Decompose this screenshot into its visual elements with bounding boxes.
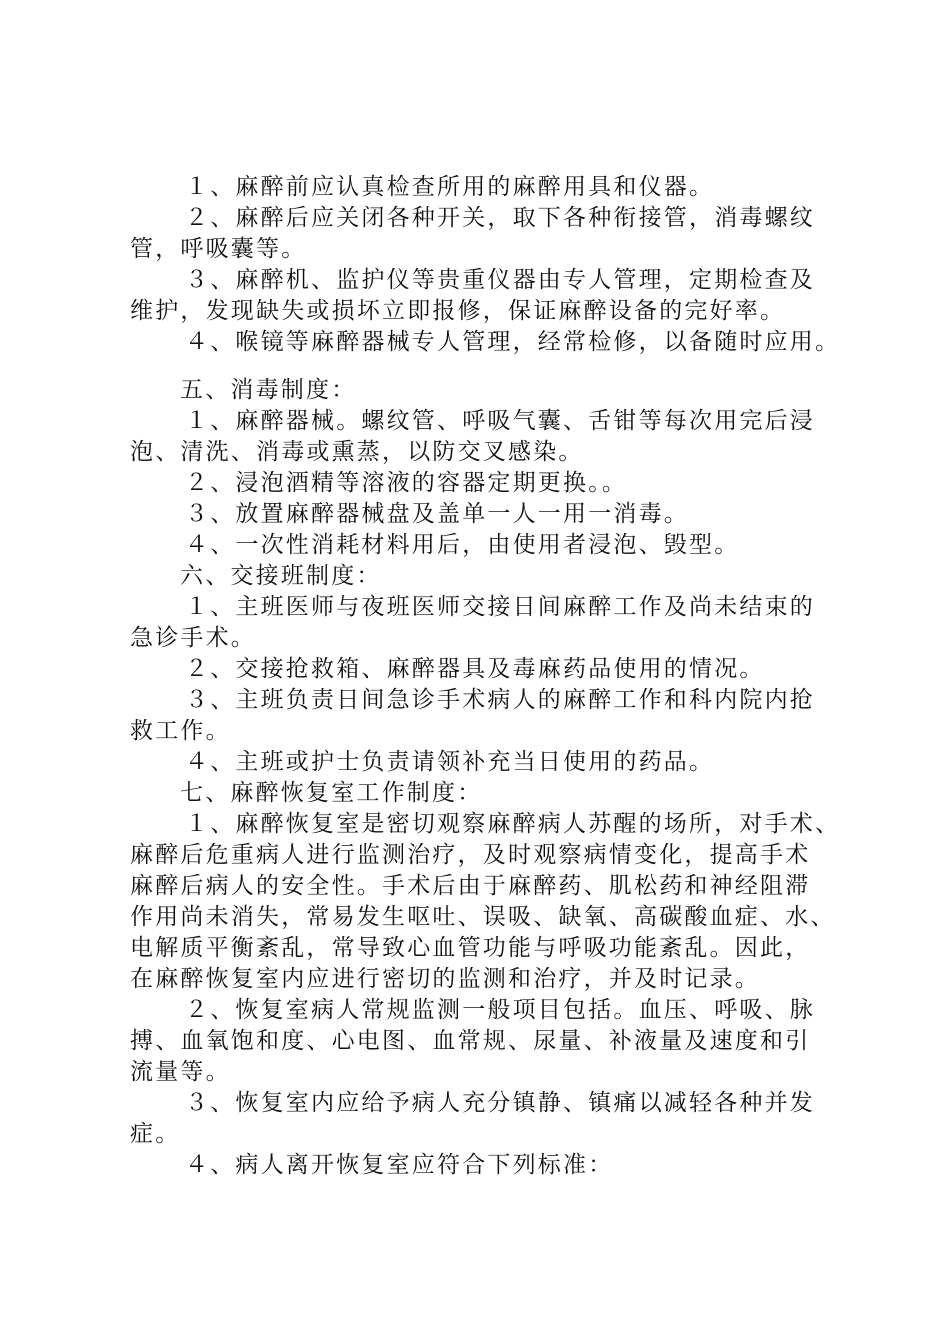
paragraph-line: ２、浸泡酒精等溶液的容器定期更换。。 bbox=[185, 470, 628, 496]
section-heading: 六、交接班制度： bbox=[180, 563, 382, 589]
paragraph-line: 电解质平衡紊乱，常导致心血管功能与呼吸功能紊乱。因此， bbox=[130, 935, 811, 961]
paragraph-line: 作用尚未消失，常易发生呕吐、误吸、缺氧、高碳酸血症、水、 bbox=[130, 904, 836, 930]
paragraph-line: ３、麻醉机、监护仪等贵重仪器由专人管理，定期检查及 bbox=[185, 267, 815, 293]
paragraph-line: ３、放置麻醉器械盘及盖单一人一用一消毒。 bbox=[185, 501, 689, 527]
paragraph-line: １、麻醉前应认真检查所用的麻醉用具和仪器。 bbox=[185, 174, 715, 200]
paragraph-line: ３、恢复室内应给予病人充分镇静、镇痛以减轻各种并发 bbox=[185, 1090, 815, 1116]
paragraph-line: １、麻醉恢复室是密切观察麻醉病人苏醒的场所，对手术、 bbox=[185, 811, 841, 837]
paragraph-line: 在麻醉恢复室内应进行密切的监测和治疗，并及时记录。 bbox=[130, 966, 760, 992]
paragraph-line: 麻醉后病人的安全性。手术后由于麻醉药、肌松药和神经阻滞 bbox=[130, 873, 811, 899]
paragraph-line: 维护，发现缺失或损坏立即报修，保证麻醉设备的完好率。 bbox=[130, 298, 786, 324]
section-gap bbox=[130, 358, 850, 375]
paragraph-line: ２、恢复室病人常规监测一般项目包括。血压、呼吸、脉 bbox=[185, 997, 815, 1023]
paragraph-line: ３、主班负责日间急诊手术病人的麻醉工作和科内院内抢 bbox=[185, 687, 815, 713]
paragraph-line: ４、病人离开恢复室应符合下列标准： bbox=[185, 1152, 614, 1178]
paragraph-line: ２、麻醉后应关闭各种开关，取下各种衔接管，消毒螺纹 bbox=[185, 205, 815, 231]
paragraph-line: 救工作。 bbox=[130, 718, 231, 744]
paragraph-line: ４、一次性消耗材料用后，由使用者浸泡、毁型。 bbox=[185, 532, 740, 558]
paragraph-line: ４、喉镜等麻醉器械专人管理，经常检修，以备随时应用。 bbox=[185, 329, 841, 355]
paragraph-line: ４、主班或护士负责请领补充当日使用的药品。 bbox=[185, 749, 715, 775]
paragraph-line: 泡、清洗、消毒或熏蒸，以防交叉感染。 bbox=[130, 439, 584, 465]
paragraph-line: １、麻醉器械。螺纹管、呼吸气囊、舌钳等每次用完后浸 bbox=[185, 408, 815, 434]
document-body bbox=[130, 172, 850, 1181]
paragraph-line: ２、交接抢救箱、麻醉器具及毒麻药品使用的情况。 bbox=[185, 656, 765, 682]
paragraph-line: １、主班医师与夜班医师交接日间麻醉工作及尚未结束的 bbox=[185, 594, 815, 620]
paragraph-line: 流量等。 bbox=[130, 1059, 231, 1085]
paragraph-line: 急诊手术。 bbox=[130, 625, 256, 651]
paragraph-line: 搏、血氧饱和度、心电图、血常规、尿量、补液量及速度和引 bbox=[130, 1028, 811, 1054]
section-heading: 五、消毒制度： bbox=[180, 377, 357, 403]
paragraph-line: 症。 bbox=[130, 1121, 181, 1147]
section-heading: 七、麻醉恢复室工作制度： bbox=[180, 780, 483, 806]
paragraph-line: 麻醉后危重病人进行监测治疗，及时观察病情变化，提高手术 bbox=[130, 842, 811, 868]
paragraph-line: 管，呼吸囊等。 bbox=[130, 236, 307, 262]
